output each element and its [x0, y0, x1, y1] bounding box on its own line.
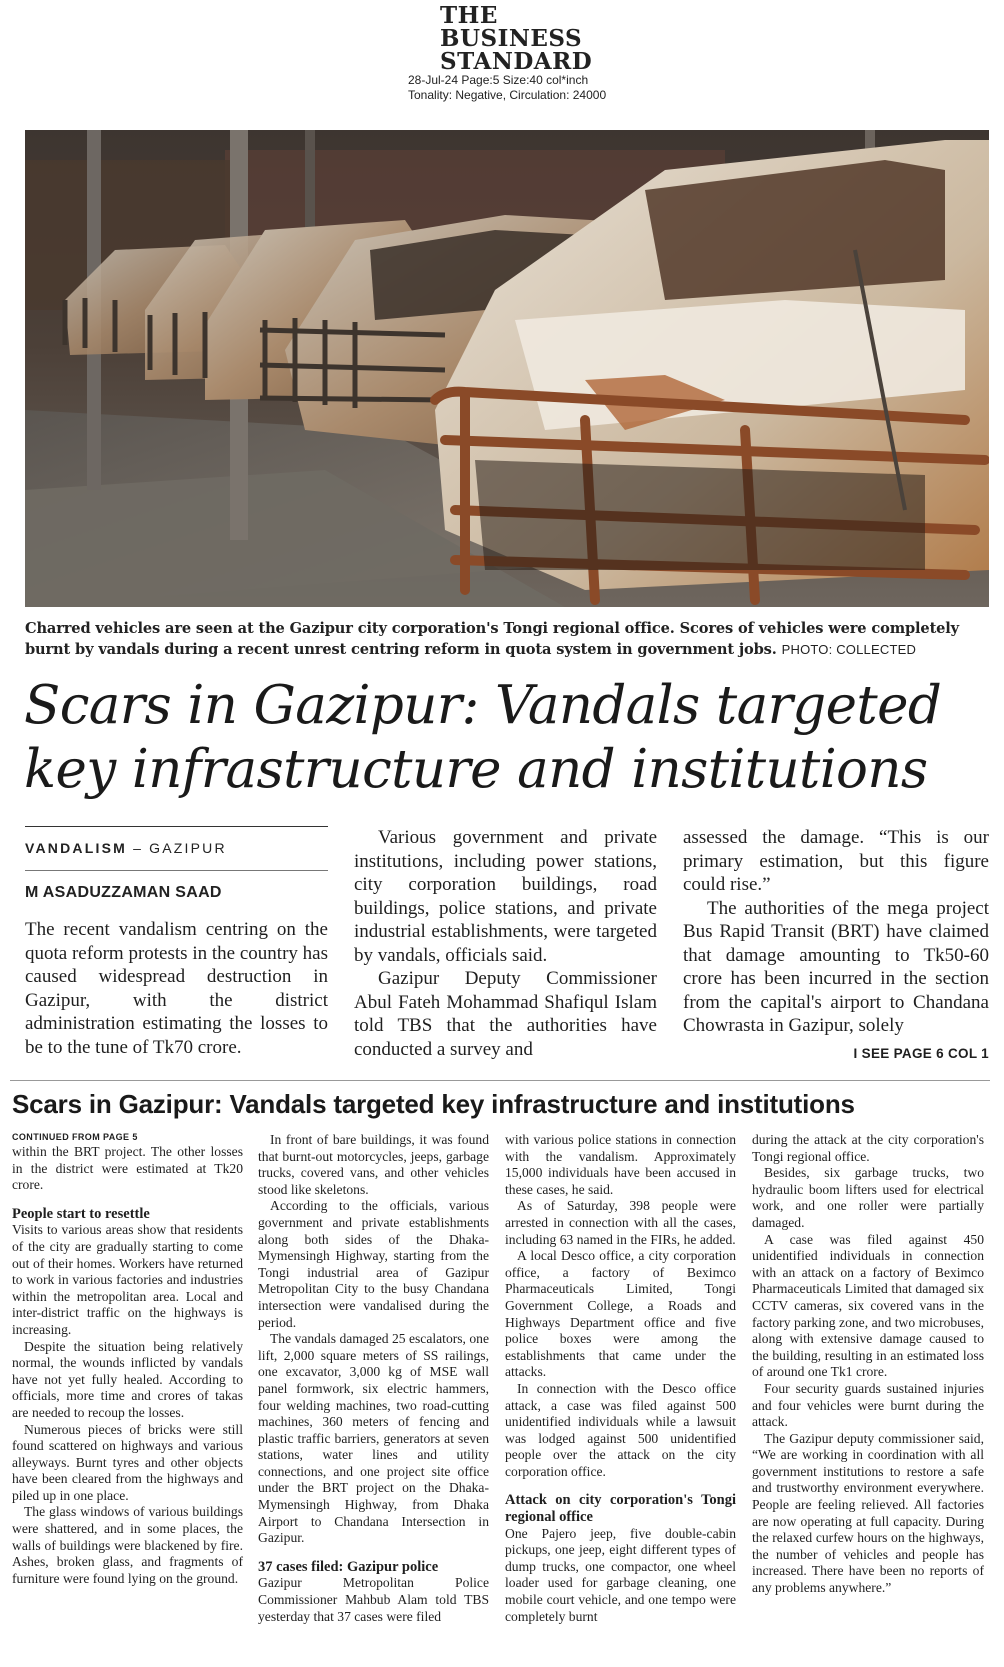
photo-credit: PHOTO: COLLECTED	[781, 642, 917, 657]
kicker-dash: –	[126, 840, 150, 856]
byline: M ASADUZZAMAN SAAD	[25, 884, 222, 901]
body-paragraph: A case was filed against 450 unidentified individuals in connection with an attack on a factory of Beximco Pharmaceuticals Limited that damaged six CCTV cameras, six covered vans in the factory parking zone, and two microbuses, along with extensive damage caused to the building, resulting in an estimated loss of around one Tk1 crore.	[752, 1231, 984, 1380]
body-paragraph: In connection with the Desco office attack, a case was filed against 500 unidentified individuals while a lawsuit was lodged against 500 unidentified people over the attack on the city corporation office.	[505, 1380, 736, 1479]
lead-column-3	[683, 826, 989, 1065]
lead-column-1	[25, 918, 328, 1059]
body-paragraph: Besides, six garbage trucks, two hydraulic boom lifters used for electrical work, and one roller were partially damaged.	[752, 1165, 984, 1230]
body-paragraph: Four security guards sustained injuries and four vehicles were burnt during the attack.	[752, 1380, 984, 1430]
main-headline	[24, 674, 994, 802]
jump-headline: Scars in Gazipur: Vandals targeted key infrastructure and institutions	[12, 1089, 855, 1119]
jump-column-2	[258, 1132, 489, 1625]
logo-line-1: THE	[440, 2, 498, 29]
subheading: 37 cases filed: Gazipur police	[258, 1558, 439, 1575]
jump-column-4	[752, 1132, 984, 1597]
caption-text: Charred vehicles are seen at the Gazipur city corporation's Tongi regional office. Scores of vehicles were completely burnt by vandals during a recent unrest centring reform in quota system in government jobs.	[25, 620, 960, 658]
kicker-place: GAZIPUR	[149, 840, 227, 856]
lead-paragraph: Various government and private institutions, including power stations, city corporation buildings, road buildings, police stations, and private industrial establishments, were targeted by vandals, officials said.	[354, 827, 657, 966]
jump-reference: I SEE PAGE 6 COL 1	[853, 1045, 989, 1061]
continued-label: CONTINUED FROM PAGE 5	[12, 1132, 138, 1142]
clip-separator	[10, 1080, 990, 1081]
lead-column-2	[354, 826, 657, 1061]
lead-paragraph: assessed the damage. “This is our primary estimation, but this figure could rise.”	[683, 827, 989, 895]
body-paragraph: The glass windows of various buildings were shattered, and in some places, the walls of buildings were blackened by fire. Ashes, broken glass, and fragments of furniture were found lying on the ground.	[12, 1504, 243, 1586]
body-paragraph: The Gazipur deputy commissioner said, “We are working in coordination with all government institutions to restore a safe and trustworthy environment everywhere. People are feeling relieved. All factories are now operating at full capacity. During the relaxed curfew hours on the highways, the number of vehicles and people has increased. There have been no reports of any problems anywhere.”	[752, 1430, 984, 1596]
jump-column-1	[12, 1132, 243, 1587]
section-kicker	[25, 840, 227, 856]
body-paragraph: during the attack at the city corporation's Tongi regional office.	[752, 1132, 984, 1164]
body-paragraph: with various police stations in connection with the vandalism. Approximately 15,000 individuals have been accused in these cases, he said.	[505, 1132, 736, 1197]
headline-line-2: key infrastructure and institutions	[24, 739, 928, 800]
body-paragraph: A local Desco office, a city corporation office, a factory of Beximco Pharmaceuticals Limited, Tongi Government College, a Roads and Highways Department office and five police boxes were among the establishments that came under the attacks.	[505, 1248, 736, 1380]
clip-meta-tonality: Tonality: Negative, Circulation: 24000	[408, 88, 607, 102]
body-paragraph: One Pajero jeep, five double-cabin pickups, one jeep, eight different types of dump trucks, one compactor, one wheel loader used for garbage cleaning, one mobile court vehicle, and one tempo were completely burnt	[505, 1525, 736, 1624]
body-paragraph: Visits to various areas show that residents of the city are gradually starting to come out of their homes. Workers have returned to work in various factories and industries within the metropolitan area. Local and inter-district traffic on the highways is increasing.	[12, 1222, 243, 1337]
body-paragraph: within the BRT project. The other losses in the district were estimated at Tk20 crore.	[12, 1144, 243, 1193]
subheading: Attack on city corporation's Tongi regional office	[505, 1492, 736, 1526]
body-paragraph: As of Saturday, 398 people were arrested in connection with all the cases, including 63 named in the FIRs, he added.	[505, 1198, 736, 1247]
jump-column-3	[505, 1132, 736, 1625]
lead-paragraph: The authorities of the mega project Bus Rapid Transit (BRT) have claimed that damage amounting to Tk50-60 crore has been incurred in the section from the capital's airport to Chandana Chowrasta in Gazipur, solely	[683, 897, 989, 1036]
headline-line-1: Scars in Gazipur: Vandals targeted	[24, 675, 942, 736]
subheading: People start to resettle	[12, 1205, 150, 1222]
clip-meta-size: 28-Jul-24 Page:5 Size:40 col*inch	[408, 73, 589, 87]
body-paragraph: Numerous pieces of bricks were still found scattered on highways and various alleyways. Burnt tyres and other objects have been cleared from the highways and piled up in one place.	[12, 1421, 243, 1503]
body-paragraph: In front of bare buildings, it was found that burnt-out motorcycles, jeeps, garbage trucks, covered vans, and other vehicles stood like skeletons.	[258, 1132, 489, 1197]
body-paragraph: Gazipur Metropolitan Police Commissioner Mahbub Alam told TBS yesterday that 37 cases were filed	[258, 1575, 489, 1624]
kicker-rule	[25, 826, 328, 827]
logo-line-3: STANDARD	[440, 48, 593, 75]
kicker-section: VANDALISM	[25, 840, 127, 856]
photo-caption	[25, 618, 989, 660]
lead-paragraph: Gazipur Deputy Commissioner Abul Fateh Mohammad Shafiqul Islam told TBS that the authorities have conducted a survey and	[354, 968, 657, 1060]
body-paragraph: According to the officials, various government and private establishments along both sides of the Dhaka-Mymensingh Highway, starting from the Tongi industrial area of Gazipur Metropolitan City to the busy Chandana intersection were vandalised during the period.	[258, 1198, 489, 1330]
logo-line-2: BUSINESS	[440, 25, 583, 52]
news-photo	[25, 130, 989, 607]
body-paragraph: The vandals damaged 25 escalators, one lift, 2,000 square meters of SS railings, one excavator, 3,000 kg of MSE wall panel formwork, six electric hammers, four welding machines, two road-cutting machines, 360 meters of fencing and plastic traffic barriers, generators at seven stations, water lines and utility connections, and one project site office under the BRT project on the Dhaka-Mymensingh Highway, from Dhaka Airport to Chandana Intersection in Gazipur.	[258, 1331, 489, 1546]
body-paragraph: Despite the situation being relatively normal, the wounds inflicted by vandals have not yet fully healed. According to officials, more time and crores of takas are needed to recoup the losses.	[12, 1338, 243, 1420]
masthead	[408, 2, 660, 103]
byline-rule	[25, 870, 328, 871]
lead-paragraph: The recent vandalism centring on the quota reform protests in the country has caused widespread destruction in Gazipur, with the district administration estimating the losses to be to the tune of Tk70 crore.	[25, 919, 328, 1058]
